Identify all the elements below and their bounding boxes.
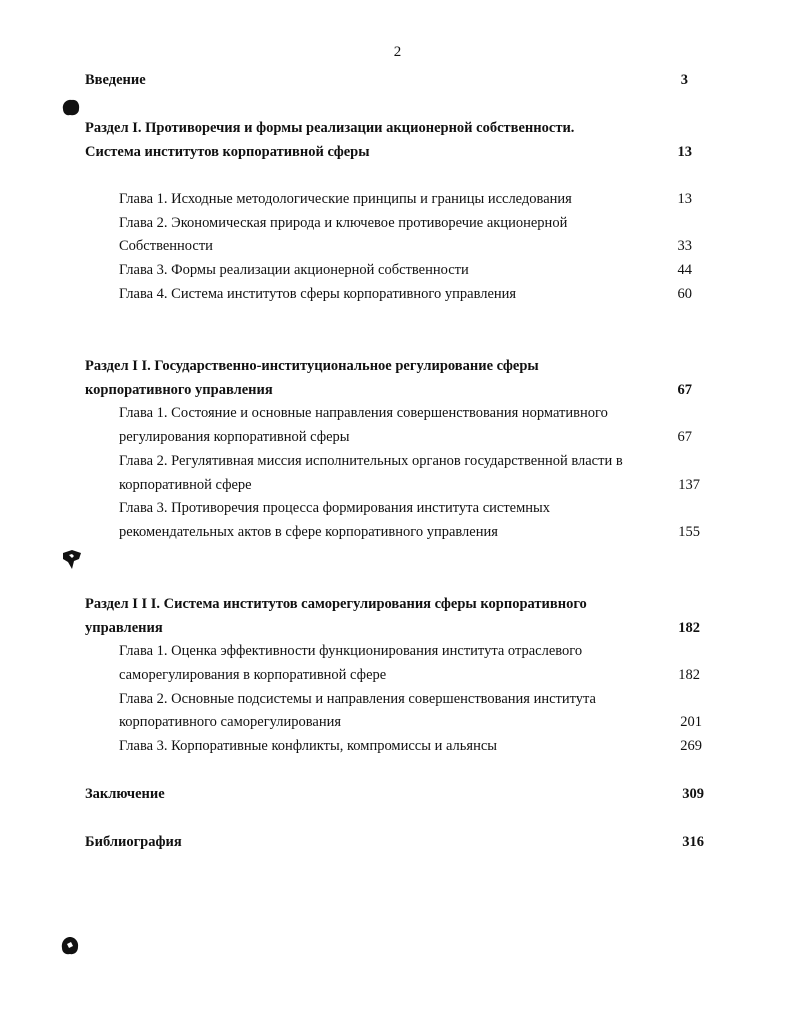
section1-chapter4: Глава 4. Система институтов сферы корпоративного управления xyxy=(119,286,517,302)
section3-chapter1-page: 182 xyxy=(678,667,700,683)
section3-chapter3-page: 269 xyxy=(680,738,702,754)
section2-title-line1: Раздел I I. Государственно-институциональное регулирование сферы xyxy=(85,358,539,374)
section1-chapter2-line1: Глава 2. Экономическая природа и ключевое противоречие акционерной xyxy=(119,215,568,231)
section3-title-line2: управления xyxy=(85,620,163,636)
section1-page: 13 xyxy=(677,144,692,160)
toc-bibliography-page: 316 xyxy=(682,834,704,850)
section2-chapter2-line2: корпоративной сфере xyxy=(119,477,252,493)
section3-chapter2-line1: Глава 2. Основные подсистемы и направления совершенствования института xyxy=(119,691,596,707)
scan-blot-top xyxy=(60,97,82,117)
section1-chapter4-page: 60 xyxy=(677,286,692,302)
section1-chapter2-page: 33 xyxy=(677,238,692,254)
section3-chapter2-page: 201 xyxy=(680,714,702,730)
section3-chapter1-line2: саморегулирования в корпоративной сфере xyxy=(119,667,387,683)
section3-page: 182 xyxy=(678,620,700,636)
section2-chapter3-page: 155 xyxy=(678,524,700,540)
section2-chapter1-line2: регулирования корпоративной сферы xyxy=(119,429,350,445)
section1-title-line1: Раздел I. Противоречия и формы реализации акционерной собственности. xyxy=(85,120,575,136)
section1-chapter2-line2: Собственности xyxy=(119,238,213,254)
section2-chapter2-page: 137 xyxy=(678,477,700,493)
section3-chapter2-line2: корпоративного саморегулирования xyxy=(119,714,342,730)
section2-chapter3-line1: Глава 3. Противоречия процесса формирования института системных xyxy=(119,500,551,516)
section2-page: 67 xyxy=(677,382,692,398)
toc-intro-page: 3 xyxy=(680,72,688,88)
section2-chapter2-line1: Глава 2. Регулятивная миссия исполнительных органов государственной власти в xyxy=(119,453,623,469)
section1-chapter3: Глава 3. Формы реализации акционерной собственности xyxy=(119,262,469,278)
scan-blot-bottom xyxy=(58,934,82,958)
section3-title-line1: Раздел I I I. Система институтов саморегулирования сферы корпоративного xyxy=(85,596,587,612)
toc-conclusion-page: 309 xyxy=(682,786,704,802)
toc-conclusion-label: Заключение xyxy=(85,786,165,802)
section2-chapter1-line1: Глава 1. Состояние и основные направления совершенствования нормативного xyxy=(119,405,608,421)
section2-chapter3-line2: рекомендательных актов в сфере корпоративного управления xyxy=(119,524,498,540)
scan-blot-middle xyxy=(60,548,84,572)
section1-chapter1: Глава 1. Исходные методологические принципы и границы исследования xyxy=(119,191,572,207)
section3-chapter3: Глава 3. Корпоративные конфликты, компромиссы и альянсы xyxy=(119,738,498,754)
section1-chapter3-page: 44 xyxy=(677,262,692,278)
page-number: 2 xyxy=(393,44,402,60)
toc-bibliography-label: Библиография xyxy=(85,834,182,850)
section3-chapter1-line1: Глава 1. Оценка эффективности функционирования института отраслевого xyxy=(119,643,583,659)
section2-title-line2: корпоративного управления xyxy=(85,382,273,398)
section1-title-line2: Система институтов корпоративной сферы xyxy=(85,144,370,160)
section1-chapter1-page: 13 xyxy=(677,191,692,207)
section2-chapter1-page: 67 xyxy=(677,429,692,445)
toc-intro-label: Введение xyxy=(85,72,146,88)
